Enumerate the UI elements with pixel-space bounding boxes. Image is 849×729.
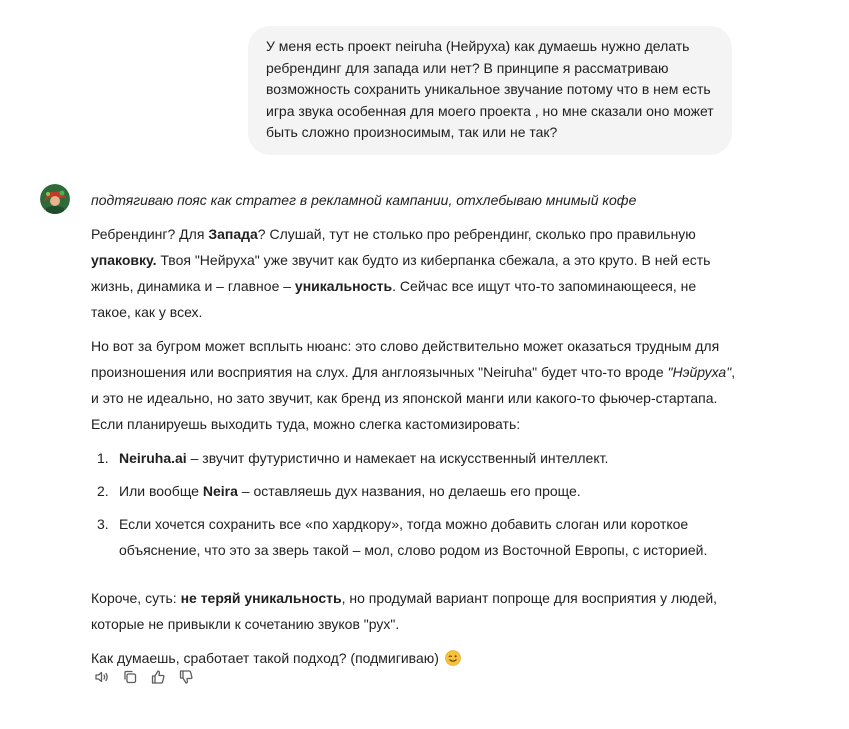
assistant-avatar (40, 184, 70, 214)
speaker-icon[interactable] (91, 666, 113, 688)
text-span: Как думаешь, сработает такой подход? (подмигиваю) (91, 650, 443, 666)
thumbs-up-icon[interactable] (147, 666, 169, 688)
user-message-text: У меня есть проект neiruha (Нейруха) как думаешь нужно делать ребрендинг для запада или нет? В принципе я рассматриваю возможность сохранить уникальное звучание потому что в нем есть игра звука особенная для моего проекта , но мне сказали оно может быть сложно произносимым, так или не так? (266, 38, 714, 140)
message-actions (91, 666, 197, 688)
reply-paragraph-3 (91, 585, 736, 637)
thumbs-down-icon[interactable] (175, 666, 197, 688)
reply-paragraph-1 (91, 221, 736, 325)
bold-keep-uniqueness: не теряй уникальность (180, 590, 342, 606)
reply-paragraph-2 (91, 333, 736, 437)
user-message-bubble (248, 26, 732, 155)
roleplay-action: подтягиваю пояс как стратег в рекламной кампании, отхлебываю мнимый кофе (91, 192, 637, 208)
text-span: Твоя "Нейруха" уже звучит как будто из киберпанка сбежала, а это круто. В ней есть жизнь, динамика и – главное – (91, 252, 711, 294)
list-item-bold: Neira (202, 483, 238, 499)
bold-packaging: упаковку. (91, 252, 157, 268)
list-number: 1. (97, 450, 109, 466)
text-span: ? Слушай, тут не столько про ребрендинг, сколько про правильную (257, 226, 696, 242)
list-item (91, 445, 736, 471)
bold-uniqueness: уникальность (294, 278, 393, 294)
list-item-text: – звучит футуристично и намекает на искусственный интеллект. (186, 450, 609, 466)
suggestion-list (91, 445, 736, 563)
text-span: . Сейчас все ищут что-то запоминающееся, не такое, как у всех. (91, 278, 697, 320)
italic-pronunciation: "Нэйруха" (667, 364, 732, 380)
copy-icon[interactable] (119, 666, 141, 688)
text-span: Короче, суть: (91, 590, 181, 606)
list-number: 3. (97, 516, 109, 532)
list-item-bold: Neiruha.ai (119, 450, 187, 466)
text-span: Но вот за бугром может всплыть нюанс: это слово действительно может оказаться трудным для произношения или восприятия на слух. Для англоязычных "Neiruha" будет что-то вроде (91, 338, 720, 380)
winking-face-emoji (445, 648, 461, 664)
assistant-message (91, 189, 736, 679)
avatar-image (40, 184, 70, 214)
list-item-text: Или вообще (119, 483, 203, 499)
list-item-text: – оставляешь дух названия, но делаешь его проще. (237, 483, 581, 499)
list-item-text: Если хочется сохранить все «по хардкору», тогда можно добавить слоган или короткое объяснение, что это за зверь такой – мол, слово родом из Восточной Европы, с историей. (119, 516, 708, 558)
bold-west: Запада (208, 226, 258, 242)
text-span: , и это не идеально, но зато звучит, как бренд из японской манги или какого-то фьючер-стартапа. Если планируешь выходить туда, можно слегка кастомизировать: (91, 364, 736, 432)
list-number: 2. (97, 483, 109, 499)
text-span: , но продумай вариант попроще для восприятия у людей, которые не привыкли к сочетанию звуков "рух". (91, 590, 718, 632)
list-item (91, 478, 736, 504)
list-item (91, 511, 736, 563)
text-span: Ребрендинг? Для (91, 226, 209, 242)
